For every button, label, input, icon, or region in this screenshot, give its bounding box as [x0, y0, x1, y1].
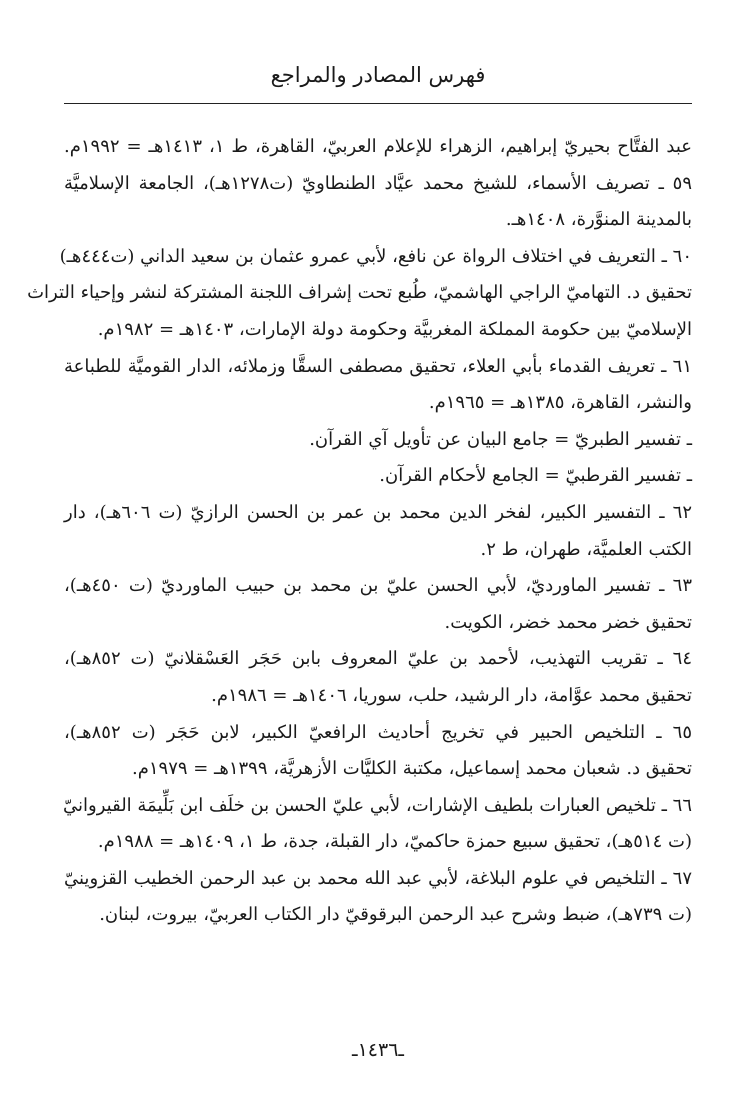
text-line: ٦٢ ـ التفسير الكبير، لفخر الدين محمد بن عمر بن الحسن الرازيّ (ت ٦٠٦هـ)، دار [64, 501, 692, 523]
text-line: (ت ٧٣٩هـ)، ضبط وشرح عبد الرحمن البرقوقيّ دار الكتاب العربيّ، بيروت، لبنان. [99, 904, 692, 926]
text-line: تحقيق د. التهاميّ الراجي الهاشميّ، طُبع تحت إشراف اللجنة المشتركة لنشر وإحياء التراث [27, 282, 692, 304]
bibliography-list [27, 129, 693, 934]
text-line: ٦١ ـ تعريف القدماء بأبي العلاء، تحقيق مصطفى السقَّا وزملائه، الدار القوميَّة للطباعة [64, 355, 692, 377]
text-line: ٦٣ ـ تفسير الماورديّ، لأبي الحسن عليّ بن محمد بن حبيب الماورديّ (ت ٤٥٠هـ)، [64, 575, 692, 597]
text-line: ٦٥ ـ التلخيص الحبير في تخريج أحاديث الرافعيّ الكبير، لابن حَجَر (ت ٨٥٢هـ)، [64, 721, 692, 743]
text-line: ـ تفسير القرطبيّ = الجامع لأحكام القرآن. [379, 465, 692, 487]
text-line: ٦٦ ـ تلخيص العبارات بلطيف الإشارات، لأبي عليّ الحسن بن خلَف ابن بَلِّيمَة القيروانيّ [63, 794, 692, 816]
text-line: عبد الفتَّاح بحيريّ إبراهيم، الزهراء للإعلام العربيّ، القاهرة، ط ١، ١٤١٣هـ = ١٩٩٢م. [64, 136, 693, 157]
text-line: تحقيق محمد عوَّامة، دار الرشيد، حلب، سوريا، ١٤٠٦هـ = ١٩٨٦م. [211, 684, 692, 706]
text-line: ٦٤ ـ تقريب التهذيب، لأحمد بن عليّ المعروف بابن حَجَر العَسْقلانيّ (ت ٨٥٢هـ)، [64, 648, 692, 670]
text-line: ٦٧ ـ التلخيص في علوم البلاغة، لأبي عبد الله محمد بن عبد الرحمن الخطيب القزوينيّ [64, 867, 692, 889]
text-line: ٥٩ ـ تصريف الأسماء، للشيخ محمد عيَّاد الطنطاويّ (ت١٢٧٨هـ)، الجامعة الإسلاميَّة [64, 172, 692, 194]
text-line: (ت ٥١٤هـ)، تحقيق سبيع حمزة حاكميّ، دار القبلة، جدة، ط ١، ١٤٠٩هـ = ١٩٨٨م. [97, 831, 692, 853]
text-line: الكتب العلميَّة، طهران، ط ٢. [480, 538, 692, 560]
text-line: ٦٠ ـ التعريف في اختلاف الرواة عن نافع، لأبي عمرو عثمان بن سعيد الداني (ت٤٤٤هـ) [59, 245, 692, 267]
running-header: فهرس المصادر والمراجع [270, 63, 486, 87]
text-line: والنشر، القاهرة، ١٣٨٥هـ = ١٩٦٥م. [428, 392, 692, 414]
header-divider [64, 103, 692, 104]
text-line: تحقيق د. شعبان محمد إسماعيل، مكتبة الكليَّات الأزهريَّة، ١٣٩٩هـ = ١٩٧٩م. [131, 758, 692, 780]
text-line: تحقيق خضر محمد خضر، الكويت. [444, 611, 692, 633]
page-number: ـ١٤٣٦ـ [352, 1039, 404, 1061]
text-line: بالمدينة المنوَّرة، ١٤٠٨هـ. [505, 209, 692, 231]
text-line: الإسلاميّ بين حكومة المملكة المغربيَّة وحكومة دولة الإمارات، ١٤٠٣هـ = ١٩٨٢م. [97, 318, 692, 340]
text-line: ـ تفسير الطبريّ = جامع البيان عن تأويل آي القرآن. [309, 428, 692, 450]
